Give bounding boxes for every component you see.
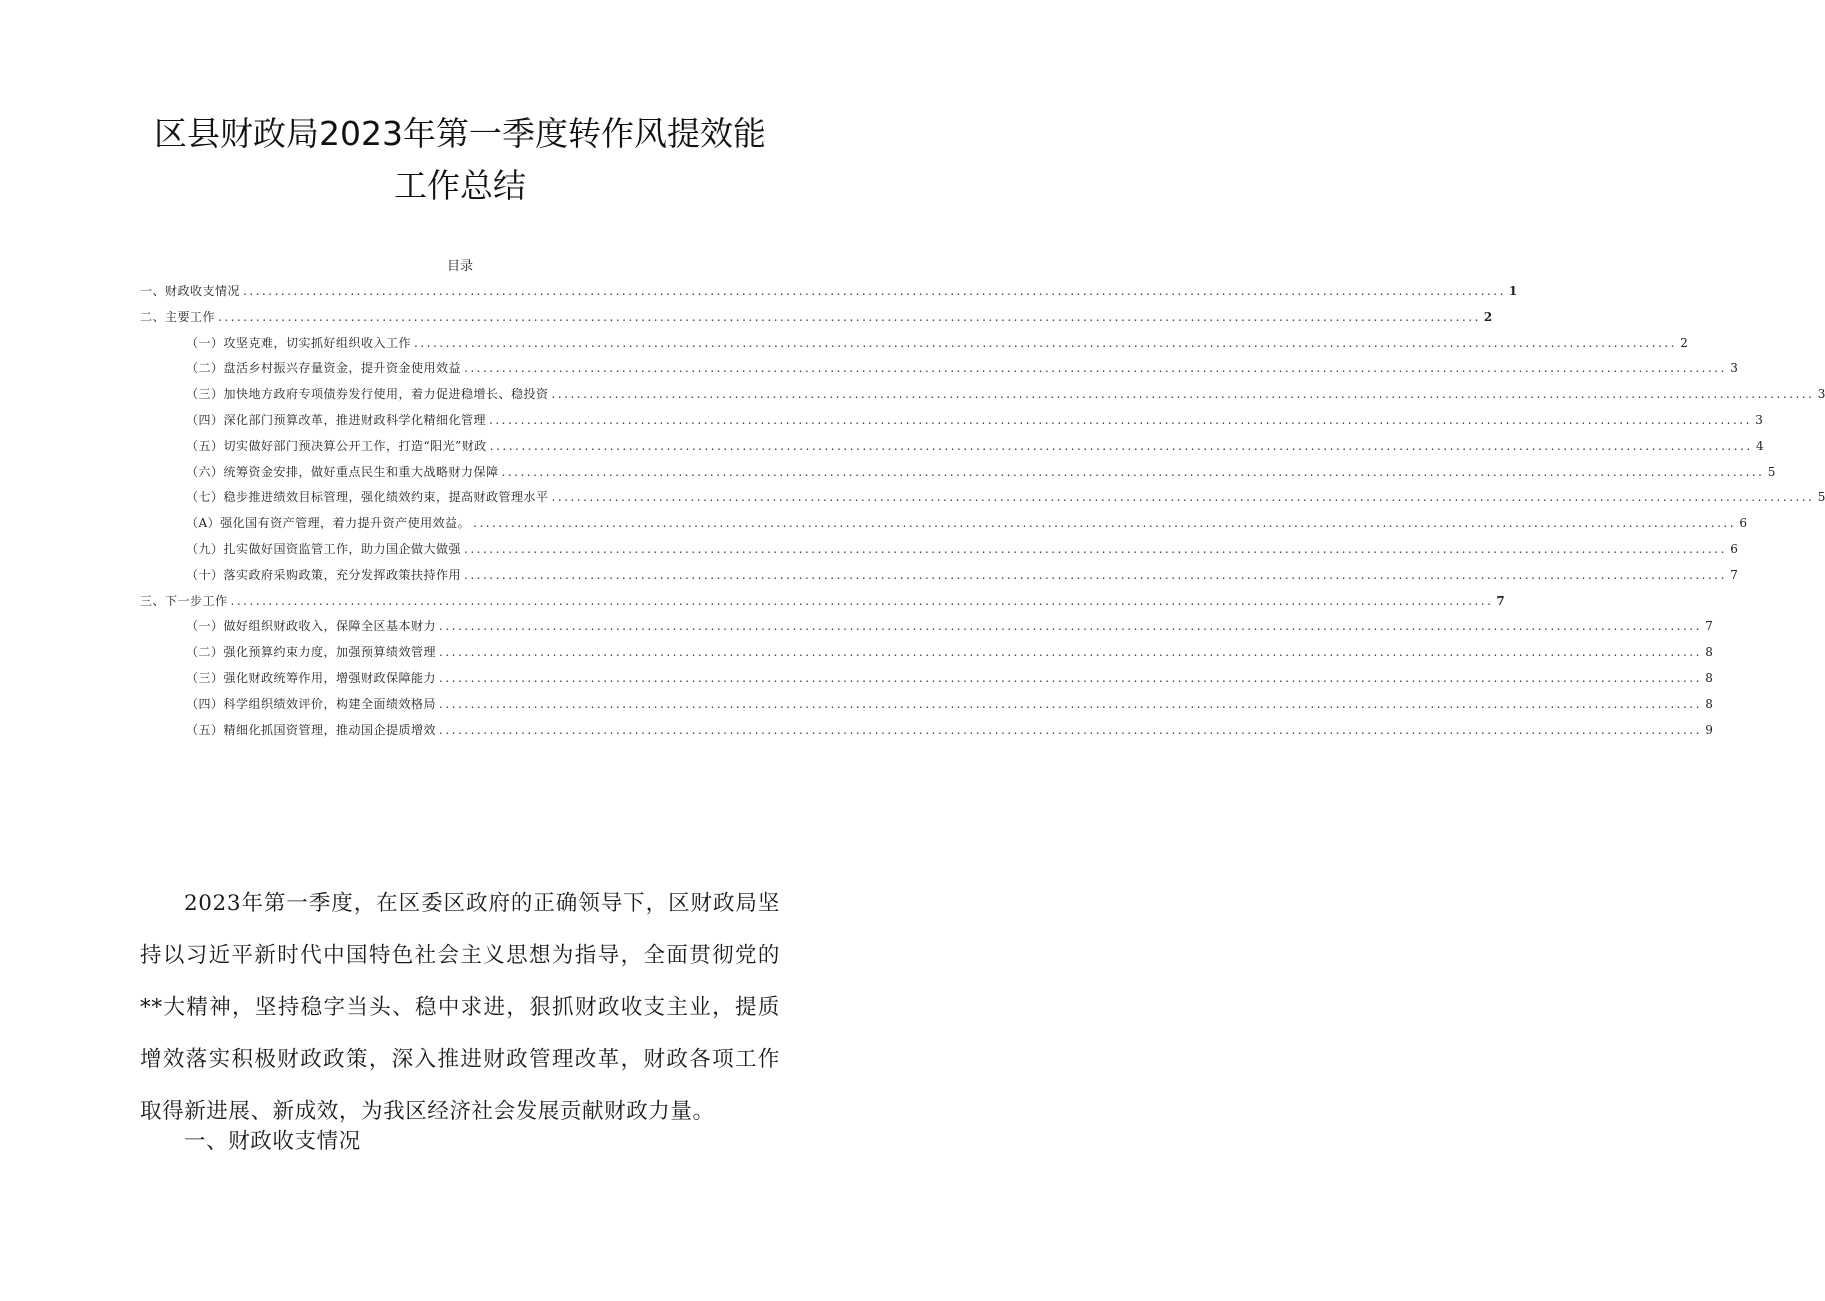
toc-entry[interactable]: [186, 541, 1738, 557]
document-title: [0, 108, 920, 212]
body-paragraph: 2023年第一季度，在区委区政府的正确领导下，区财政局坚持以习近平新时代中国特色社会主义思想为指导，全面贯彻党的**大精神，坚持稳字当头、稳中求进，狠抓财政收支主业，提质增效落实积极财政政策，深入推进财政管理改革，财政各项工作取得新进展、新成效，为我区经济社会发展贡献财政力量。: [140, 891, 780, 1124]
toc-entry[interactable]: [140, 283, 1518, 299]
toc-entry-page: 2: [1680, 335, 1688, 350]
toc-entry-label: （一）攻坚克难，切实抓好组织收入工作: [186, 335, 412, 350]
toc-entry[interactable]: [140, 593, 1505, 609]
toc-leader-dots: ........................................................................................................................................................................................................: [464, 542, 1727, 556]
toc-entry-label: （六）统筹资金安排，做好重点民生和重大战略财力保障: [186, 464, 499, 479]
toc-entry[interactable]: [186, 618, 1713, 634]
toc-entry-page: 7: [1705, 619, 1713, 634]
toc-leader-dots: ........................................................................................................................................................................................................: [551, 387, 1815, 402]
toc-entry[interactable]: [186, 412, 1763, 428]
toc-entry-label: （五）切实做好部门预决算公开工作，打造“阳光”财政: [186, 438, 487, 453]
toc-entry-label: （A）强化国有资产管理，着力提升资产使用效益。: [186, 516, 471, 531]
toc-entry-page: 6: [1739, 516, 1748, 531]
toc-entry-page: 4: [1756, 438, 1764, 453]
toc-entry-label: （四）科学组织绩效评价，构建全面绩效格局: [186, 696, 437, 711]
toc-leader-dots: ........................................................................................................................................................................................................: [464, 361, 1727, 376]
toc-leader-dots: ........................................................................................................................................................................................................: [439, 696, 1702, 711]
toc-entry-label: （四）深化部门预算改革，推进财政科学化精细化管理: [186, 413, 487, 427]
toc-entry[interactable]: [186, 335, 1688, 351]
toc-entry-label: （一）做好组织财政收入，保障全区基本财力: [186, 619, 437, 634]
toc-entry-label: （九）扎实做好国资监管工作，助力国企做大做强: [186, 542, 462, 556]
toc-leader-dots: ........................................................................................................................................................................................................: [439, 645, 1702, 660]
toc-entry-page: 9: [1705, 722, 1713, 737]
toc-entry-page: 8: [1705, 645, 1713, 660]
toc-entry-page: 1: [1508, 284, 1518, 298]
toc-entry[interactable]: [140, 309, 1493, 325]
toc-leader-dots: ........................................................................................................................................................................................................: [501, 464, 1765, 479]
toc-leader-dots: ........................................................................................................................................................................................................: [414, 335, 1677, 350]
toc-entry[interactable]: [186, 722, 1713, 738]
toc-leader-dots: ........................................................................................................................................................................................................: [464, 567, 1727, 582]
toc-entry-label: （七）稳步推进绩效目标管理，强化绩效约束，提高财政管理水平: [186, 490, 549, 505]
toc-entry-page: 5: [1817, 490, 1825, 505]
toc-leader-dots: ........................................................................................................................................................................................................: [439, 619, 1702, 634]
toc-entry-page: 8: [1705, 696, 1713, 711]
toc-entry-page: 6: [1730, 542, 1738, 556]
toc-entry[interactable]: [186, 360, 1738, 376]
toc-heading: 目录: [446, 259, 473, 274]
toc-entry-page: 8: [1705, 671, 1713, 685]
document-title-line2: 工作总结: [394, 166, 526, 205]
toc-leader-dots: ........................................................................................................................................................................................................: [551, 490, 1815, 505]
toc-entry-label: （二）强化预算约束力度，加强预算绩效管理: [186, 645, 437, 660]
toc-entry-label: （三）加快地方政府专项债券发行使用，着力促进稳增长、稳投资: [186, 387, 549, 402]
toc-leader-dots: ........................................................................................................................................................................................................: [243, 284, 1506, 298]
toc-entry-page: 7: [1496, 593, 1505, 608]
toc-entry[interactable]: [186, 438, 1764, 454]
toc-leader-dots: ........................................................................................................................................................................................................: [230, 593, 1494, 608]
toc-entry[interactable]: [186, 464, 1776, 480]
toc-entry[interactable]: [186, 567, 1738, 583]
toc-entry[interactable]: [186, 515, 1748, 531]
toc-entry-label: 一、财政收支情况: [140, 284, 241, 298]
toc-leader-dots: ........................................................................................................................................................................................................: [489, 413, 1752, 427]
toc-entry-page: 3: [1817, 387, 1825, 402]
toc-leader-dots: ........................................................................................................................................................................................................: [218, 309, 1481, 324]
toc-entry-label: 二、主要工作: [140, 309, 216, 324]
toc-entry[interactable]: [186, 386, 1825, 402]
document-title-line1: 区县财政局2023年第一季度转作风提效能: [154, 114, 766, 153]
toc-entry-page: 5: [1767, 464, 1776, 479]
toc-entry-label: （五）精细化抓国资管理，推动国企提质增效: [186, 722, 437, 737]
toc-entry-label: （十）落实政府采购政策，充分发挥政策扶持作用: [186, 567, 462, 582]
toc-entry[interactable]: [186, 670, 1713, 686]
section-heading: 一、财政收支情况: [184, 1129, 361, 1154]
toc-entry-page: 7: [1730, 567, 1738, 582]
toc-entry-page: 3: [1730, 361, 1738, 376]
toc-leader-dots: ........................................................................................................................................................................................................: [473, 516, 1737, 531]
toc-entry[interactable]: [186, 644, 1713, 660]
toc-entry-label: （二）盘活乡村振兴存量资金，提升资金使用效益: [186, 361, 462, 376]
toc-leader-dots: ........................................................................................................................................................................................................: [489, 438, 1753, 453]
toc-leader-dots: ........................................................................................................................................................................................................: [439, 722, 1702, 737]
toc-leader-dots: ........................................................................................................................................................................................................: [439, 671, 1702, 685]
toc-entry-page: 3: [1755, 413, 1763, 427]
toc-entry-label: （三）强化财政统筹作用，增强财政保障能力: [186, 671, 437, 685]
toc-entry-page: 2: [1483, 309, 1493, 324]
toc-entry-label: 三、下一步工作: [140, 593, 228, 608]
toc-entry[interactable]: [186, 696, 1713, 712]
toc-entry[interactable]: [186, 489, 1825, 505]
